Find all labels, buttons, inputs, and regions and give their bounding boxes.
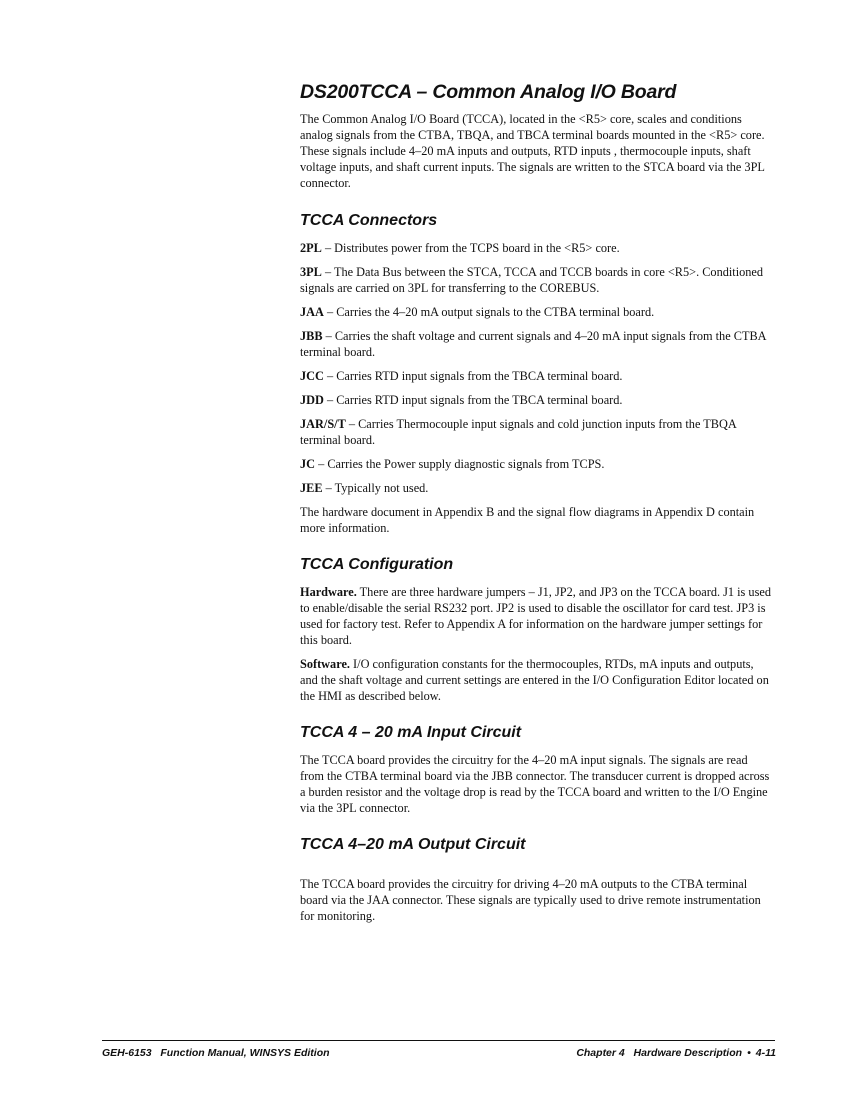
connector-description: – Carries the 4–20 mA output signals to the CTBA terminal board. <box>323 305 655 319</box>
footer-manual-title: Function Manual, WINSYS Edition <box>160 1047 330 1059</box>
connector-item-jee <box>300 480 772 496</box>
connector-term: JC <box>300 457 316 471</box>
software-text: I/O configuration constants for the thermocouples, RTDs, mA inputs and outputs, and the shaft voltage and current settings are entered in the I/O Configuration Editor located on the HMI as described below. <box>300 657 769 703</box>
connector-item-3pl <box>300 264 772 296</box>
connector-description: – Distributes power from the TCPS board in the <R5> core. <box>321 241 620 255</box>
input-circuit-heading: TCCA 4 – 20 mA Input Circuit <box>300 724 522 741</box>
connector-term: JDD <box>300 393 324 407</box>
hardware-text: There are three hardware jumpers – J1, JP2, and JP3 on the TCCA board. J1 is used to enable/disable the serial RS232 port. JP2 is used to disable the oscillator for card test. JP3 is used for factory test. Refer to Appendix A for information on the hardware jumper settings for this board. <box>300 585 771 647</box>
footer-bullet: • <box>747 1047 751 1059</box>
connector-description: – Carries RTD input signals from the TBCA terminal board. <box>323 369 623 383</box>
connector-item-jar-s-t <box>300 416 772 448</box>
footer-chapter-info <box>576 1047 776 1060</box>
connector-item-2pl <box>300 240 772 256</box>
connector-item-jbb <box>300 328 772 360</box>
connector-description: – Carries the shaft voltage and current signals and 4–20 mA input signals from the CTBA terminal board. <box>300 329 766 359</box>
connector-item-jc <box>300 456 772 472</box>
connector-description: – The Data Bus between the STCA, TCCA and TCCB boards in core <R5>. Conditioned signals are carried on 3PL for transferring to the COREBUS. <box>300 265 764 295</box>
connector-item-jcc <box>300 368 772 384</box>
output-circuit-paragraph: The TCCA board provides the circuitry for driving 4–20 mA outputs to the CTBA terminal board via the JAA connector. These signals are typically used to drive remote instrumentation for monitoring. <box>300 877 761 923</box>
connector-term: JEE <box>300 481 323 495</box>
connectors-note: The hardware document in Appendix B and the signal flow diagrams in Appendix D contain more information. <box>300 505 755 535</box>
configuration-heading: TCCA Configuration <box>300 556 454 573</box>
connector-description: – Typically not used. <box>322 481 429 495</box>
footer-chapter: Chapter 4 <box>576 1047 625 1059</box>
input-circuit-paragraph: The TCCA board provides the circuitry for the 4–20 mA input signals. The signals are read from the CTBA terminal board via the JBB connector. The transducer current is dropped across a burden resistor and the voltage drop is read by the TCCA board and written to the I/O Engine via the 3PL connector. <box>300 753 770 815</box>
footer-chapter-title: Hardware Description <box>633 1047 743 1059</box>
output-circuit-heading: TCCA 4–20 mA Output Circuit <box>300 836 526 853</box>
connector-term: JAA <box>300 305 324 319</box>
hardware-paragraph <box>300 584 772 648</box>
connector-term: JAR/S/T <box>300 417 346 431</box>
footer-document-info <box>102 1047 330 1060</box>
footer-page-number: 4-11 <box>755 1047 776 1059</box>
hardware-term: Hardware. <box>300 585 357 599</box>
connector-description: – Carries RTD input signals from the TBCA terminal board. <box>323 393 623 407</box>
page-title: DS200TCCA – Common Analog I/O Board <box>300 81 677 103</box>
footer-document-id: GEH-6153 <box>102 1047 152 1059</box>
connector-item-jaa <box>300 304 772 320</box>
connector-term: 2PL <box>300 241 322 255</box>
footer-divider <box>102 1040 775 1041</box>
connector-term: JBB <box>300 329 323 343</box>
software-paragraph <box>300 656 772 704</box>
connectors-heading: TCCA Connectors <box>300 212 438 229</box>
connector-description: – Carries Thermocouple input signals and cold junction inputs from the TBQA terminal board. <box>300 417 737 447</box>
connector-term: JCC <box>300 369 324 383</box>
connector-description: – Carries the Power supply diagnostic signals from TCPS. <box>315 457 605 471</box>
software-term: Software. <box>300 657 350 671</box>
connector-term: 3PL <box>300 265 322 279</box>
connector-item-jdd <box>300 392 772 408</box>
intro-paragraph: The Common Analog I/O Board (TCCA), located in the <R5> core, scales and conditions analog signals from the CTBA, TBQA, and TBCA terminal boards mounted in the <R5> core. These signals include 4–20 mA inputs and outputs, RTD inputs , thermocouple inputs, shaft voltage inputs, and shaft current inputs. The signals are written to the STCA board via the 3PL connector. <box>300 112 765 190</box>
page-content <box>300 80 772 932</box>
